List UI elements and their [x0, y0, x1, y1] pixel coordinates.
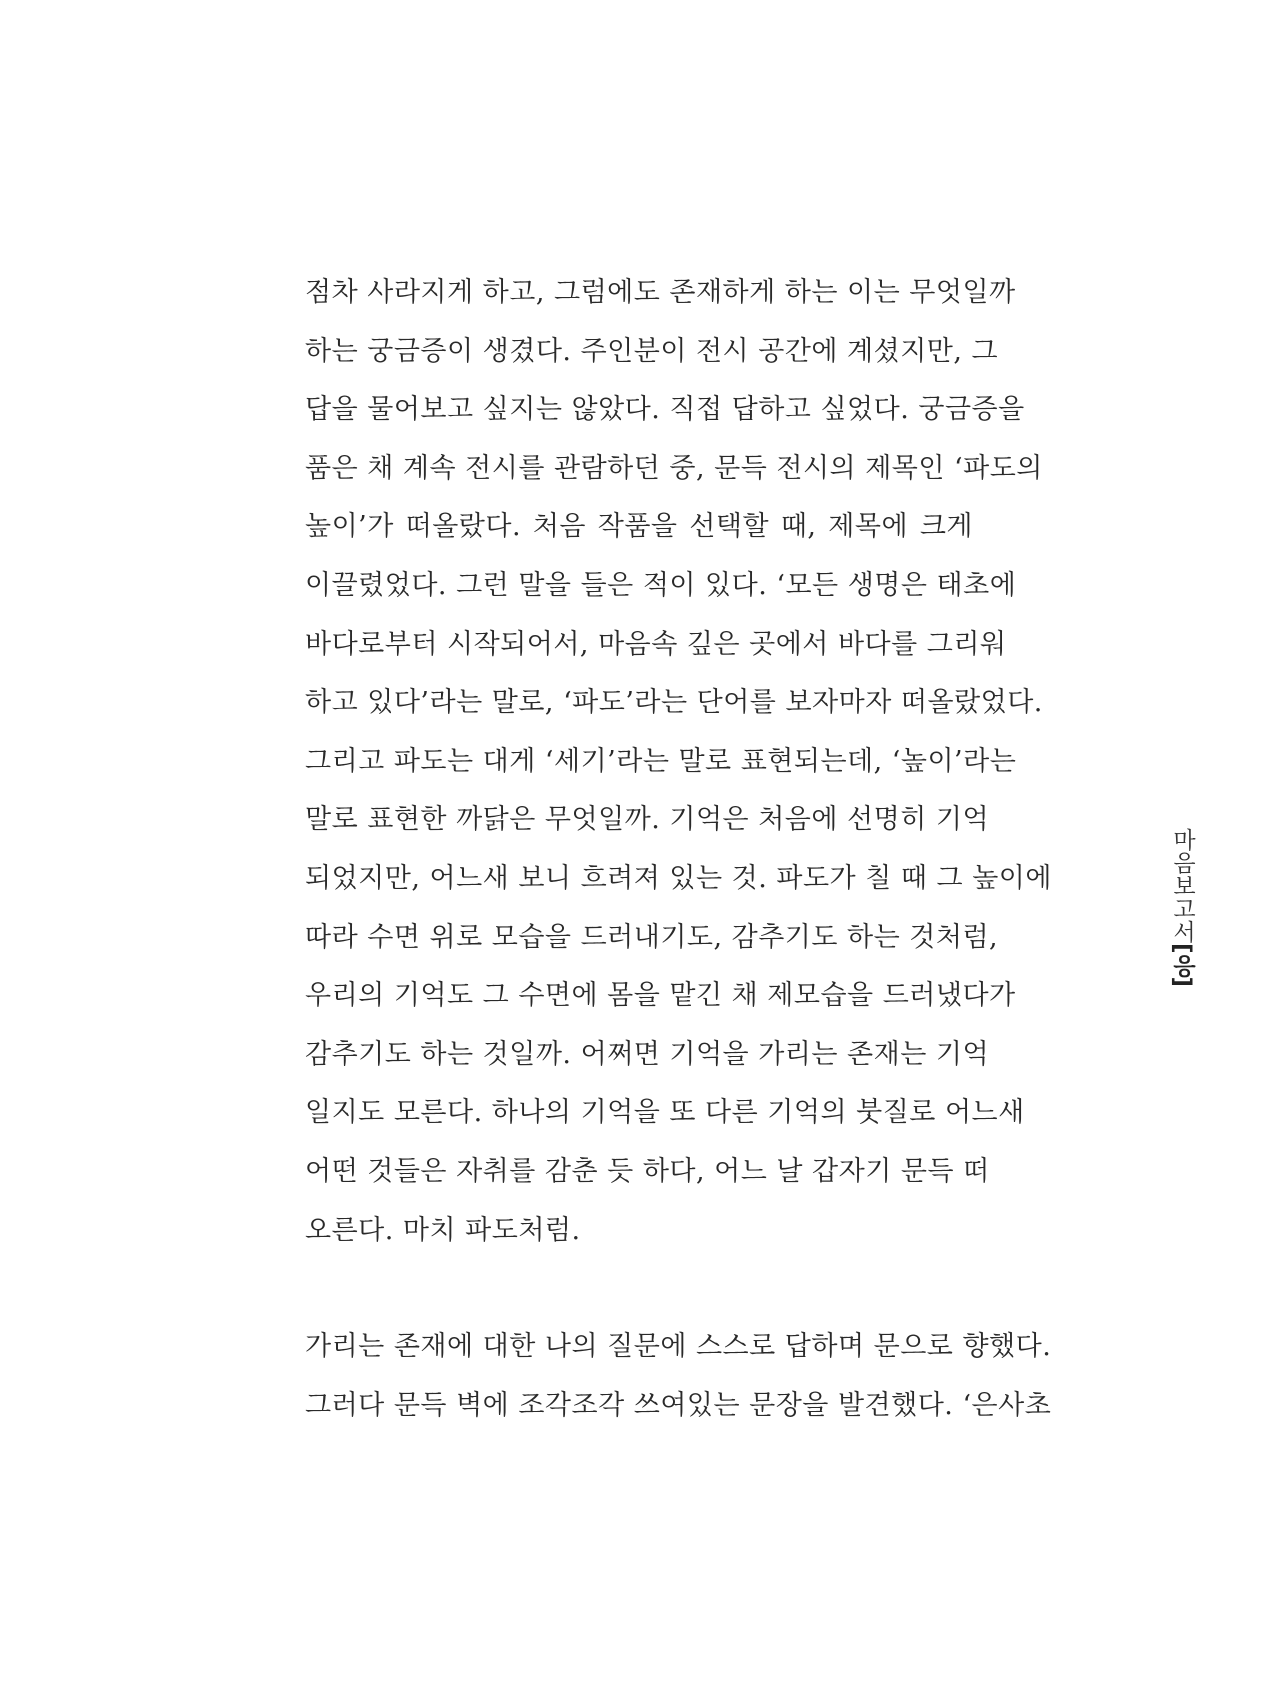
- text-line: 품은 채 계속 전시를 관람하던 중, 문득 전시의 제목인 ‘파도의: [305, 452, 1043, 484]
- text-line: 점차 사라지게 하고, 그럼에도 존재하게 하는 이는 무엇일까: [305, 277, 1016, 308]
- text-line: 되었지만, 어느새 보니 흐려져 있는 것. 파도가 칠 때 그 높이에: [305, 862, 1052, 894]
- series-title: 마음보고서: [1169, 828, 1195, 943]
- text-line: 가리는 존재에 대한 나의 질문에 스스로 답하며 문으로 향했다.: [305, 1331, 1052, 1362]
- text-line: 우리의 기억도 그 수면에 몸을 맡긴 채 제모습을 드러냈다가: [305, 980, 1016, 1012]
- text-line: 일지도 모른다. 하나의 기억을 또 다른 기억의 붓질로 어느새: [305, 1097, 1025, 1129]
- text-line: 바다로부터 시작되어서, 마음속 깊은 곳에서 바다를 그리워: [305, 628, 1007, 660]
- text-line: 그리고 파도는 대게 ‘세기’라는 말로 표현되는데, ‘높이’라는: [305, 745, 1017, 777]
- text-line: 오른다. 마치 파도처럼.: [305, 1214, 581, 1246]
- text-line: 이끌렸었다. 그런 말을 들은 적이 있다. ‘모든 생명은 태초에: [305, 569, 1017, 601]
- issue-title: 응: [1169, 953, 1195, 977]
- text-line: 그러다 문득 벽에 조각조각 쓰여있는 문장을 발견했다. ‘은사초: [305, 1389, 1052, 1421]
- text-line: 높이’가 떠올랐다. 처음 작품을 선택할 때, 제목에 크게: [305, 511, 973, 543]
- running-head-label: [1162, 828, 1202, 987]
- text-line: 어떤 것들은 자취를 감춘 듯 하다, 어느 날 갑자기 문득 떠: [305, 1155, 990, 1187]
- text-line: 하는 궁금증이 생겼다. 주인분이 전시 공간에 계셨지만, 그: [305, 335, 999, 367]
- issue-bracket-close: ]: [1169, 976, 1195, 988]
- text-line: 답을 물어보고 싶지는 않았다. 직접 답하고 싶었다. 궁금증을: [305, 394, 1025, 426]
- text-line: 감추기도 하는 것일까. 어쩌면 기억을 가리는 존재는 기억: [305, 1038, 990, 1070]
- text-line: 따라 수면 위로 모습을 드러내기도, 감추기도 하는 것처럼,: [305, 921, 999, 953]
- text-line: 하고 있다’라는 말로, ‘파도’라는 단어를 보자마자 떠올랐었다.: [305, 687, 1043, 719]
- text-line: 말로 표현한 까닭은 무엇일까. 기억은 처음에 선명히 기억: [305, 804, 990, 836]
- issue-bracket-open: [: [1169, 943, 1195, 954]
- paragraph-2: [305, 1318, 1052, 1435]
- paragraph-1: [305, 264, 1052, 1260]
